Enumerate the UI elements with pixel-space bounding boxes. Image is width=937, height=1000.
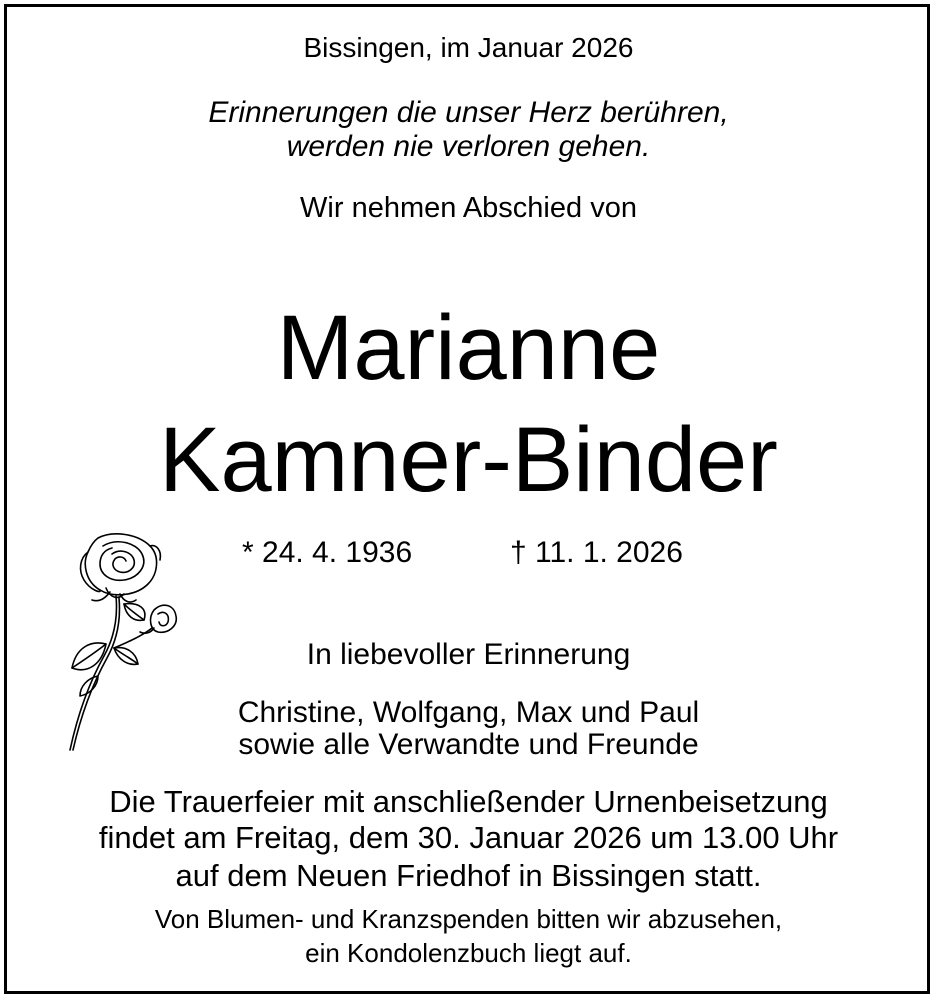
family-line-1: Christine, Wolfgang, Max und Paul bbox=[237, 696, 700, 729]
note-line-1: Von Blumen- und Kranzspenden bitten wir abzusehen, bbox=[154, 904, 783, 934]
funeral-line-2: findet am Freitag, dem 30. Januar 2026 um 13.00 Uhr bbox=[98, 820, 839, 855]
deceased-last-name: Kamner-Binder bbox=[159, 409, 778, 511]
funeral-line-1: Die Trauerfeier mit anschließender Urnenbeisetzung bbox=[109, 784, 828, 819]
motto-line-2: werden nie verloren gehen. bbox=[286, 130, 651, 163]
memory-text: In liebevoller Erinnerung bbox=[306, 638, 631, 671]
family-line-2: sowie alle Verwandte und Freunde bbox=[238, 728, 699, 761]
funeral-line-3: auf dem Neuen Friedhof in Bissingen statt. bbox=[175, 858, 762, 893]
deceased-first-name: Marianne bbox=[276, 297, 661, 399]
place-date: Bissingen, im Januar 2026 bbox=[303, 32, 634, 63]
intro-text: Wir nehmen Abschied von bbox=[300, 192, 637, 224]
note-line-2: ein Kondolenzbuch liegt auf. bbox=[305, 938, 632, 968]
motto-line-1: Erinnerungen die unser Herz berühren, bbox=[208, 96, 729, 129]
death-date: † 11. 1. 2026 bbox=[510, 536, 683, 569]
birth-date: * 24. 4. 1936 bbox=[242, 536, 413, 569]
